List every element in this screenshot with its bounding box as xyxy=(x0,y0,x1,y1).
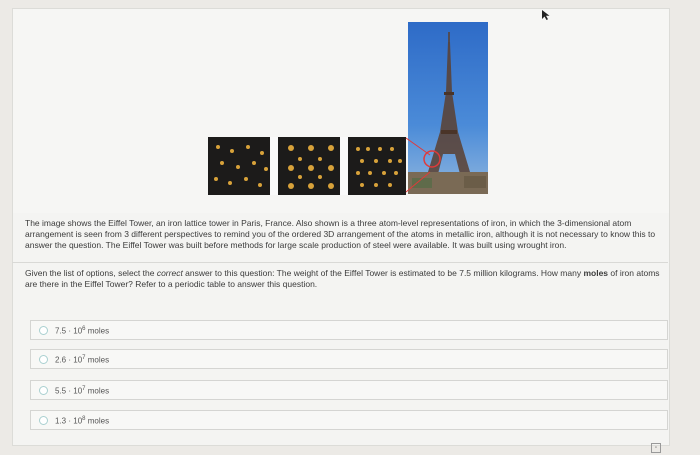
iron-lattice-view-2 xyxy=(278,137,340,195)
prompt-bold: moles xyxy=(583,268,609,278)
answer-option-3[interactable] xyxy=(30,380,668,400)
separator xyxy=(270,137,278,195)
prompt-text-1: Given the list of options, select the xyxy=(25,268,157,278)
iron-lattice-view-3 xyxy=(348,137,406,195)
prompt-text-3: of iron atoms are there in the Eiffel Tower? Refer to a periodic table to answer this question. xyxy=(25,268,660,289)
radio-button[interactable] xyxy=(39,416,48,425)
prompt-emphasis: correct xyxy=(156,268,183,278)
radio-button[interactable] xyxy=(39,326,48,335)
question-description: The image shows the Eiffel Tower, an iron lattice tower in Paris, France. Also shown is a three atom-level representations of iron, in which the 3-dimensional atom arrangement is seen from 3 different perspectives to remind you of the ordered 3D arrangement of the atoms in metallic iron, although it is not necessary to know this to answer the question. The Eiffel Tower was built before methods for large scale production of steel were available. It was built using wrought iron. xyxy=(25,218,656,250)
zoom-connector xyxy=(400,130,440,200)
separator xyxy=(340,137,348,195)
radio-button[interactable] xyxy=(39,355,48,364)
answer-option-4[interactable] xyxy=(30,410,668,430)
radio-button[interactable] xyxy=(39,386,48,395)
page-icon: ▫ xyxy=(651,443,661,453)
cursor-icon xyxy=(541,9,551,21)
iron-lattice-view-1 xyxy=(208,137,270,195)
question-prompt xyxy=(25,268,665,290)
prompt-text-2: answer to this question: The weight of the Eiffel Tower is estimated to be 7.5 million kilograms. How many xyxy=(182,268,584,278)
answer-option-1[interactable] xyxy=(30,320,668,340)
divider xyxy=(12,262,668,263)
option-label: $5.5 \cdot 10^7$ moles xyxy=(55,386,110,396)
option-label: $2.6 \cdot 10^7$ moles xyxy=(55,355,110,365)
answer-option-2[interactable] xyxy=(30,349,668,369)
option-label: $1.3 \cdot 10^8$ moles xyxy=(55,416,110,426)
option-label: $7.5 \cdot 10^6$ moles xyxy=(55,326,110,336)
